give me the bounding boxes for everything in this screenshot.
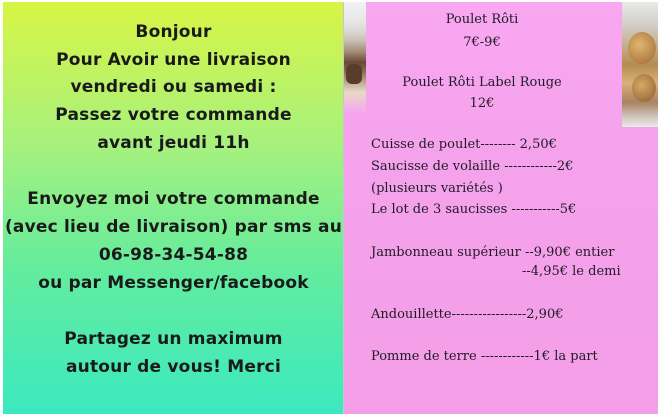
price-item: Saucisse de volaille ------------2€: [371, 159, 574, 174]
chicken-piece-image: [628, 32, 656, 64]
delivery-place-text: (avec lieu de livraison) par sms au: [4, 217, 343, 237]
delivery-days-text: vendredi ou samedi :: [70, 77, 277, 97]
thanks-text: autour de vous! Merci: [66, 357, 281, 377]
price-item: Pomme de terre ------------1€ la part: [371, 349, 598, 364]
price-item-note: (plusieurs variétés ): [371, 181, 503, 196]
greeting-text: Bonjour: [135, 22, 212, 42]
price-item-half: --4,95€ le demi: [522, 264, 621, 279]
poulet-roti-title: Poulet Rôti: [445, 12, 519, 27]
chicken-piece-image-2: [632, 74, 656, 102]
deadline-text: avant jeudi 11h: [97, 133, 250, 153]
poulet-roti-price: 7€-9€: [463, 35, 501, 50]
share-text: Partagez un maximum: [64, 329, 283, 349]
messenger-text: ou par Messenger/facebook: [38, 273, 309, 293]
price-list-panel: [344, 2, 658, 414]
price-item: Cuisse de poulet-------- 2,50€: [371, 137, 557, 152]
label-rouge-price: 12€: [469, 96, 495, 111]
send-order-text: Envoyez moi votre commande: [27, 189, 320, 209]
order-instructions-panel: [3, 2, 344, 414]
price-item: Andouillette-----------------2,90€: [371, 307, 564, 322]
delivery-text: Pour Avoir une livraison: [56, 50, 291, 70]
roast-chicken-photo: [622, 2, 658, 127]
price-item: Jambonneau supérieur --9,90€ entier: [371, 245, 615, 260]
order-text: Passez votre commande: [55, 105, 292, 125]
label-rouge-title: Poulet Rôti Label Rouge: [402, 75, 562, 90]
price-item: Le lot de 3 saucisses -----------5€: [371, 202, 577, 217]
phone-number: 06-98-34-54-88: [98, 245, 249, 265]
